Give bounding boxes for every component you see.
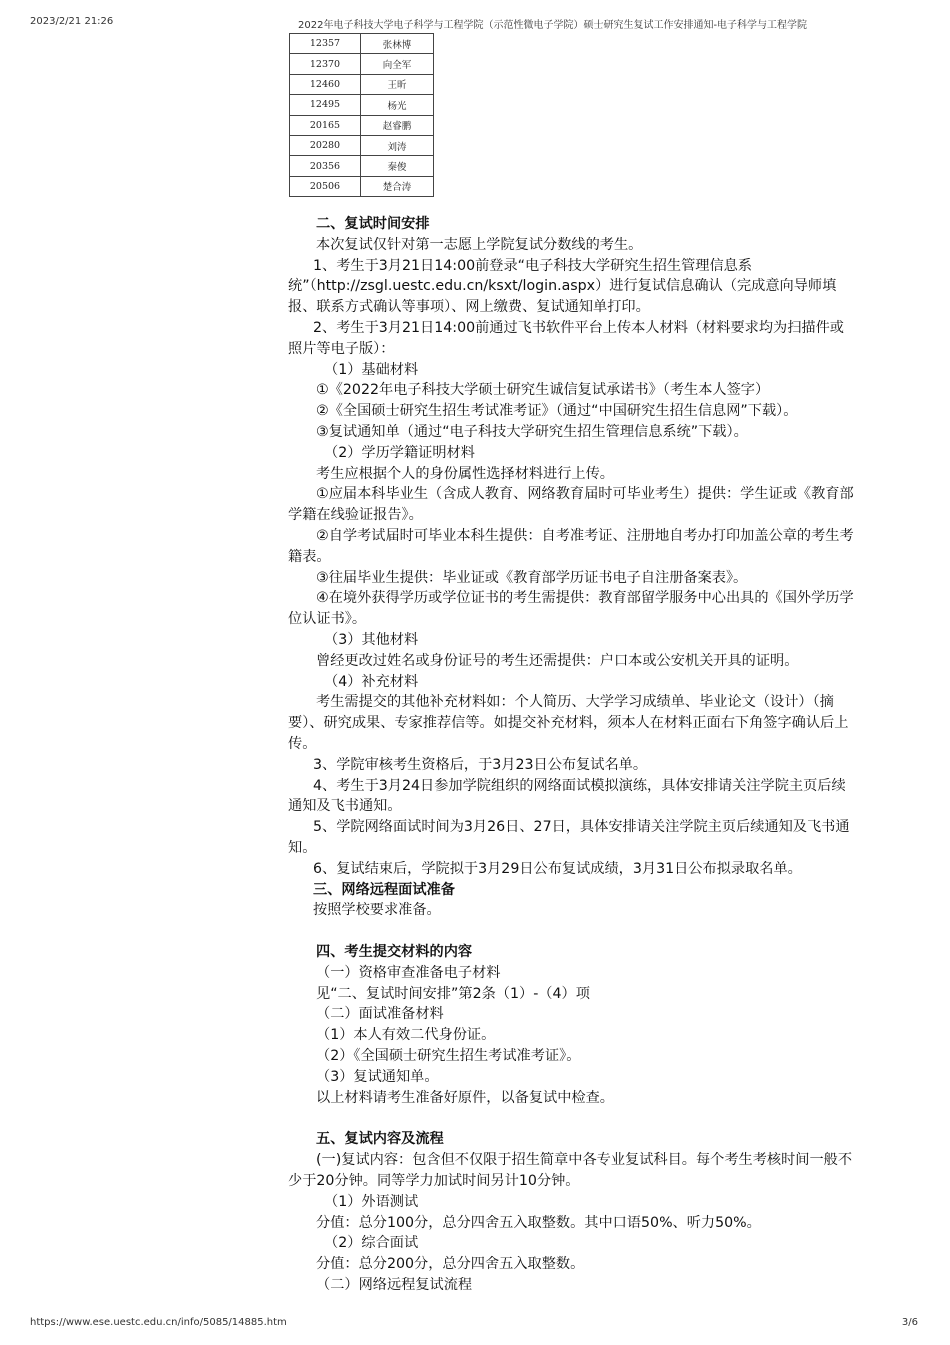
table-row <box>290 74 434 94</box>
exam-number-cell: 12357 <box>290 34 361 54</box>
paragraph: 考生需提交的其他补充材料如：个人简历、大学学习成绩单、毕业论文（设计）（摘要）、研究成果、专家推荐信等。如提交补充材料，须本人在材料正面右下角签字确认后上传。 <box>288 694 849 752</box>
table-row <box>290 34 434 54</box>
table-row <box>290 54 434 74</box>
table-row <box>290 95 434 115</box>
candidate-table <box>289 33 434 197</box>
paragraph: 2、考生于3月21日14:00前通过飞书软件平台上传本人材料（材料要求均为扫描件或照片等电子版）： <box>288 319 844 357</box>
paragraph: ④在境外获得学历或学位证书的考生需提供：教育部留学服务中心出具的《国外学历学位认证书》。 <box>288 590 854 628</box>
section-4-title: 四、考生提交材料的内容 <box>316 944 473 961</box>
paragraph: 6、复试结束后，学院拟于3月29日公布复试成绩，3月31日公布拟录取名单。 <box>313 860 802 877</box>
exam-number-cell: 12370 <box>290 54 361 74</box>
print-url: https://www.ese.uestc.edu.cn/info/5085/14885.htm <box>30 1317 287 1328</box>
section-3-title: 三、网络远程面试准备 <box>313 881 455 898</box>
table-row <box>290 176 434 196</box>
paragraph: 见“二、复试时间安排”第2条（1）-（4）项 <box>316 985 590 1002</box>
paragraph: 曾经更改过姓名或身份证号的考生还需提供：户口本或公安机关开具的证明。 <box>316 652 799 669</box>
candidate-name-cell: 楚合涛 <box>361 176 434 196</box>
paragraph: ①《2022年电子科技大学硕士研究生诚信复试承诺书》（考生本人签字） <box>316 382 770 399</box>
candidate-name-cell: 张林博 <box>361 34 434 54</box>
paragraph: 4、考生于3月24日参加学院组织的网络面试模拟演练，具体安排请关注学院主页后续通知及飞书通知。 <box>288 777 846 815</box>
paragraph: （一）资格审查准备电子材料 <box>316 964 501 981</box>
paragraph: （3）复试通知单。 <box>316 1068 439 1085</box>
paragraph: （1）基础材料 <box>324 361 419 378</box>
table-row <box>290 115 434 135</box>
notice-body <box>288 214 854 1296</box>
exam-number-cell: 20280 <box>290 135 361 155</box>
paragraph: 5、学院网络面试时间为3月26日、27日，具体安排请关注学院主页后续通知及飞书通知。 <box>288 819 850 856</box>
candidate-name-cell: 王昕 <box>361 74 434 94</box>
paragraph: 3、学院审核考生资格后，于3月23日公布复试名单。 <box>313 756 648 773</box>
candidate-name-cell: 赵睿鹏 <box>361 115 434 135</box>
paragraph: 本次复试仅针对第一志愿上学院复试分数线的考生。 <box>316 236 643 253</box>
paragraph: ③往届毕业生提供：毕业证或《教育部学历证书电子自注册备案表》。 <box>316 569 748 586</box>
paragraph: （二）面试准备材料 <box>316 1006 444 1023</box>
print-page-number: 3/6 <box>901 1317 918 1328</box>
paragraph: ①应届本科毕业生（含成人教育、网络教育届时可毕业考生）提供：学生证或《教育部学籍在线验证报告》。 <box>288 486 854 524</box>
paragraph: 考生应根据个人的身份属性选择材料进行上传。 <box>316 465 614 482</box>
paragraph: （2）综合面试 <box>324 1235 419 1252</box>
candidate-name-cell: 杨光 <box>361 95 434 115</box>
exam-number-cell: 12495 <box>290 95 361 115</box>
candidate-name-cell: 向全军 <box>361 54 434 74</box>
paragraph: （2）《全国硕士研究生招生考试准考证》。 <box>316 1048 581 1065</box>
paragraph: ②《全国硕士研究生招生考试准考证》（通过“中国研究生招生信息网”下载）。 <box>316 403 798 420</box>
paragraph: （4）补充材料 <box>324 673 419 690</box>
paragraph: (一)复试内容：包含但不仅限于招生简章中各专业复试科目。每个考生考核时间一般不少于20分钟。同等学力加试时间另计10分钟。 <box>288 1152 853 1190</box>
paragraph: （1）本人有效二代身份证。 <box>316 1027 496 1044</box>
candidate-name-cell: 刘涛 <box>361 135 434 155</box>
paragraph: （3）其他材料 <box>324 631 419 648</box>
table-row <box>290 156 434 176</box>
exam-number-cell: 20165 <box>290 115 361 135</box>
paragraph: 1、考生于3月21日14:00前登录“电子科技大学研究生招生管理信息系统”（http://zsgl.uestc.edu.cn/ksxt/login.aspx）进行复试信息确认（完成意向导师填报、联系方式确认等事项）、网上缴费、复试通知单打印。 <box>288 257 837 316</box>
paragraph: 分值：总分100分，总分四舍五入取整数。其中口语50%、听力50%。 <box>316 1214 761 1231</box>
paragraph: ②自学考试届时可毕业本科生提供：自考准考证、注册地自考办打印加盖公章的考生考籍表。 <box>288 527 854 565</box>
exam-number-cell: 20356 <box>290 156 361 176</box>
exam-number-cell: 12460 <box>290 74 361 94</box>
section-2-title: 二、复试时间安排 <box>316 216 430 232</box>
paragraph: （1）外语测试 <box>324 1193 419 1210</box>
print-datetime: 2023/2/21 21:26 <box>30 16 114 27</box>
paragraph: ③复试通知单（通过“电子科技大学研究生招生管理信息系统”下载）。 <box>316 423 748 440</box>
paragraph: （2）学历学籍证明材料 <box>324 444 475 461</box>
candidate-name-cell: 秦俊 <box>361 156 434 176</box>
section-5-title: 五、复试内容及流程 <box>316 1131 444 1148</box>
paragraph: 以上材料请考生准备好原件，以备复试中检查。 <box>316 1089 614 1106</box>
table-row <box>290 135 434 155</box>
paragraph: 按照学校要求准备。 <box>313 902 441 919</box>
paragraph: 分值：总分200分，总分四舍五入取整数。 <box>316 1256 585 1273</box>
print-page-title: 2022年电子科技大学电子科学与工程学院（示范性微电子学院）硕士研究生复试工作安排通知-电子科学与工程学院 <box>298 20 808 31</box>
paragraph: （二）网络远程复试流程 <box>316 1277 473 1294</box>
exam-number-cell: 20506 <box>290 176 361 196</box>
